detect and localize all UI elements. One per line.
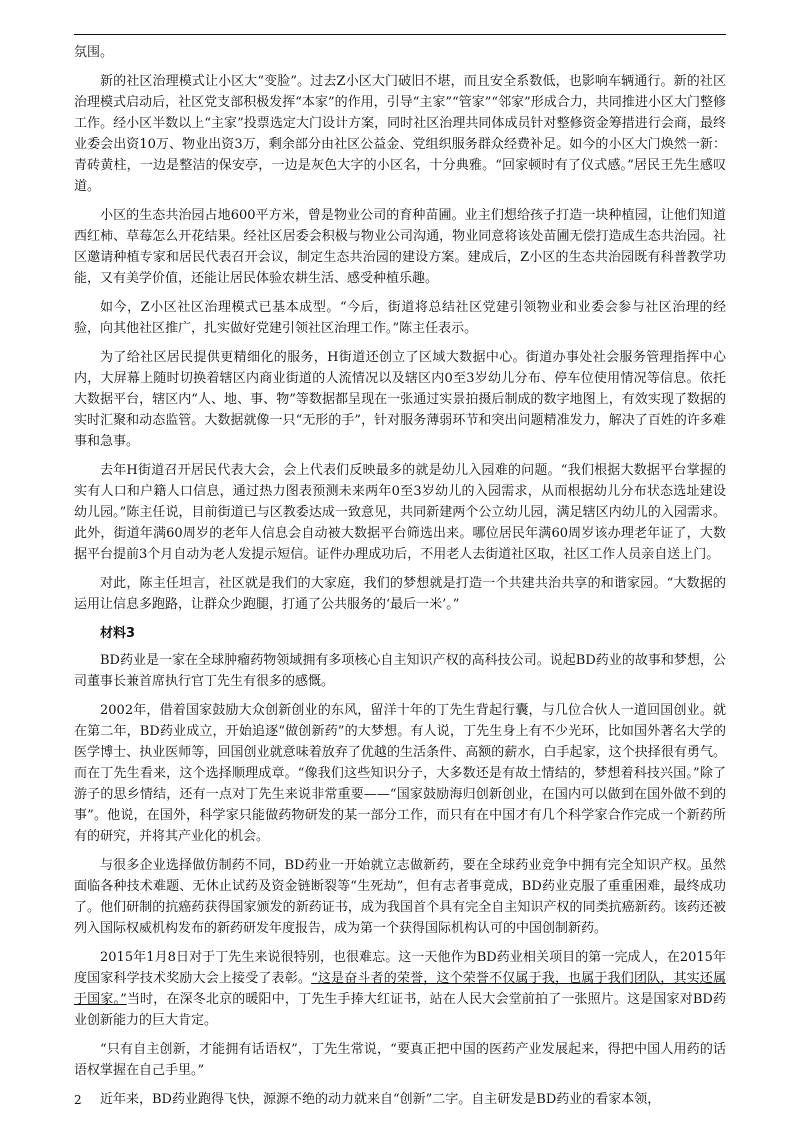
page-number: 2 (74, 1093, 82, 1107)
paragraph: BD药业是一家在全球肿瘤药物领域拥有多项核心自主知识产权的高科技公司。说起BD药业的故事和梦想，公司董事长兼首席执行官丁先生有很多的感慨。 (74, 653, 726, 689)
paragraph: 近年来，BD药业跑得飞快，源源不绝的动力就来自“创新”二字。自主研发是BD药业的看家本领， (100, 1092, 661, 1107)
paragraph: “只有自主创新，才能拥有话语权”，丁先生常说，“要真正把中国的医药产业发展起来，得把中国人用药的话语权掌握在自己手里。” (74, 1042, 726, 1078)
document-body (74, 42, 726, 1118)
paragraph: 与很多企业选择做仿制药不同，BD药业一开始就立志做新药，要在全球药业竞争中拥有完全知识产权。虽然面临各种技术难题、无休止试药及资金链断裂等“生死劫”，但有志者事竟成，BD药业克服了重重困难，最终成功了。他们研制的抗癌药获得国家颁发的新药证书，成为我国首个具有完全自主知识产权的同类抗癌新药。该药还被列入国际权威机构发布的新药研发年度报告，成为第一个获得国际机构认可的中国创制新药。 (74, 858, 726, 936)
paragraph: 去年H街道召开居民代表大会，会上代表们反映最多的就是幼儿入园难的问题。“我们根据大数据平台掌握的实有人口和户籍人口信息，通过热力图表预测未来两年0至3岁幼儿的入园需求，从而根据幼儿分布状态选址建设幼儿园。”陈主任说，目前街道已与区教委达成一致意见，共同新建两个公立幼儿园，满足辖区内幼儿的入园需求。此外，街道年满60周岁的老年人信息会自动被大数据平台筛选出来。哪位居民年满60周岁该办理老年证了，大数据平台提前3个月自动为老人发提示短信。证件办理成功后，不用老人去街道社区取，社区工作人员亲自送上门。 (74, 463, 726, 562)
paragraph: 为了给社区居民提供更精细化的服务，H街道还创立了区域大数据中心。街道办事处社会服务管理指挥中心内，大屏幕上随时切换着辖区内商业街道的人流情况以及辖区内0至3岁幼儿分布、停车位使用情况等信息。依托大数据平台，辖区内“人、地、事、物”等数据都呈现在一张通过实景拍摄后制成的数字地图上，有效实现了数据的实时汇聚和动态监管。大数据就像一只“无形的手”，针对服务薄弱环节和突出问题精准发力，解决了百姓的许多难事和急事。 (74, 350, 726, 449)
header-rule (74, 34, 726, 35)
paragraph-text: 当时，在深冬北京的暖阳中，丁先生手捧大红证书，站在人民大会堂前拍了一张照片。这是国家对BD药业创新能力的巨大肯定。 (74, 992, 726, 1028)
paragraph: 2002年，借着国家鼓励大众创新创业的东风，留洋十年的丁先生背起行囊，与几位合伙人一道回国创业。就在第二年，BD药业成立，开始追逐“做创新药”的大梦想。有人说，丁先生身上有不少光环，比如国外著名大学的医学博士、执业医师等，回国创业就意味着放弃了优越的生活条件、高额的薪水，白手起家，这个抉择很有勇气。而在丁先生看来，这个选择顺理成章。“像我们这些知识分子，大多数还是有故土情结的，梦想着科技兴国。”除了游子的思乡情结，还有一点对丁先生来说非常重要——“国家鼓励海归创新创业，在国内可以做到在国外做不到的事”。他说，在国外，科学家只能做药物研发的某一部分工作，而只有在中国才有几个科学家合作完成一个新药所有的研究，并将其产业化的机会。 (74, 703, 726, 844)
underlined-quote: “这是奋斗者的荣誉，这个荣誉不仅属于我，也属于我们团队，其实还属于国家。” (74, 971, 726, 1007)
paragraph: 新的社区治理模式让小区大“变脸”。过去Z小区大门破旧不堪，而且安全系数低，也影响车辆通行。新的社区治理模式启动后，社区党支部积极发挥“本家”的作用，引导“主家”“管家”“邻家”形成合力，共同推进小区大门整修工作。经小区半数以上“主家”投票选定大门设计方案，同时社区治理共同体成员针对整修资金筹措进行会商，最终业委会出资10万、物业出资3万，剩余部分由社区公益金、党组织服务群众经费补足。如今的小区大门焕然一新：青砖黄柱，一边是整洁的保安亭，一边是灰色大字的小区名，十分典雅。“回家顿时有了仪式感。”居民王先生感叹道。 (74, 74, 726, 194)
paragraph: 如今，Z小区社区治理模式已基本成型。“今后，街道将总结社区党建引领物业和业委会参与社区治理的经验，向其他社区推广，扎实做好党建引领社区治理工作。”陈主任表示。 (74, 300, 726, 336)
paragraph: 对此，陈主任坦言，社区就是我们的大家庭，我们的梦想就是打造一个共建共治共享的和谐家园。“大数据的运用让信息多跑路，让群众少跑腿，打通了公共服务的‘最后一米’。” (74, 576, 726, 612)
paragraph: 小区的生态共治园占地600平方米，曾是物业公司的育种苗圃。业主们想给孩子打造一块种植园，让他们知道西红柿、草莓怎么开花结果。经社区居委会积极与物业公司沟通，物业同意将该处苗圃无偿打造成生态共治园。社区邀请种植专家和居民代表召开会议，制定生态共治园的建设方案。建成后，Z小区的生态共治园既有科普教学功能，又有美学价值，还能让居民体验农耕生活、感受种植乐趣。 (74, 208, 726, 286)
section-heading: 材料3 (100, 626, 136, 641)
paragraph-2015 (74, 947, 726, 1031)
paragraph: 氛围。 (74, 45, 114, 60)
paragraph-text: 2015年1月8日对于丁先生来说很特别，也很难忘。这一天他作为BD药业相关项目的第一完成人，在2015年度国家科学技术奖励大会上接受了表彰。 (74, 950, 726, 986)
